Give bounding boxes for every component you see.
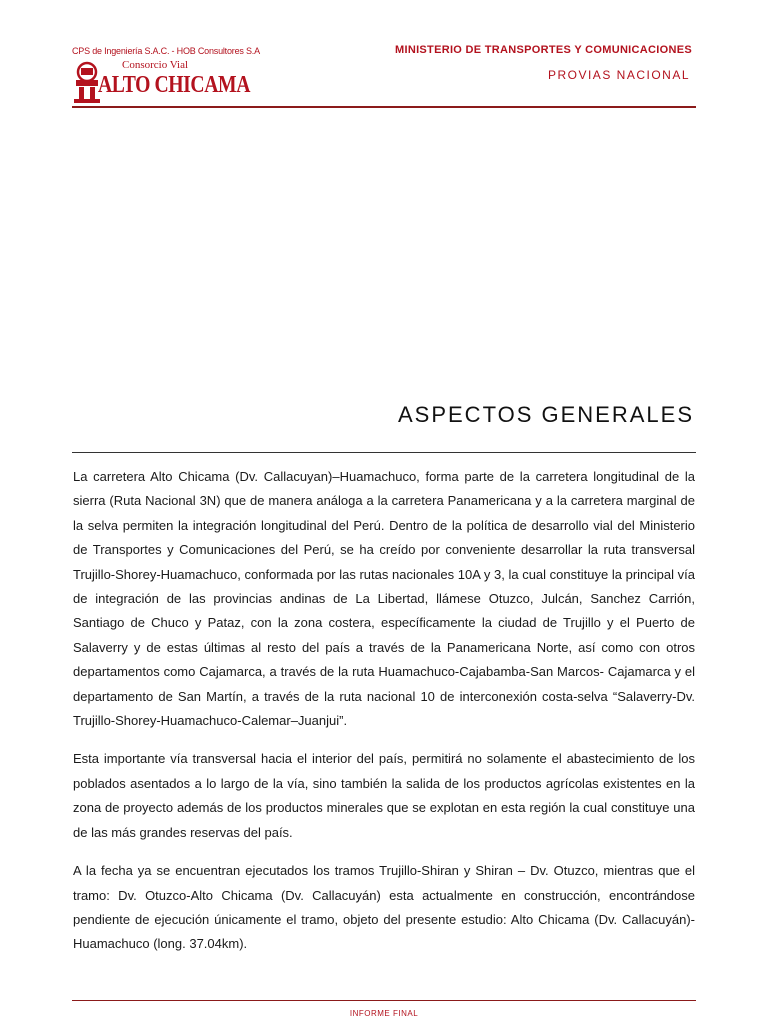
provias-heading: PROVIAS NACIONAL xyxy=(547,68,690,82)
paragraph: La carretera Alto Chicama (Dv. Callacuyan)–Huamachuco, forma parte de la carretera longitudinal de la sierra (Ruta Nacional 3N) que de manera análoga a la carretera Panamericana y a la carretera marginal de la selva permiten la integración longitudinal del Perú. Dentro de la política de desarrollo vial del Ministerio de Transportes y Comunicaciones del Perú, se ha creído por conveniente desarrollar la ruta transversal Trujillo-Shorey-Huamachuco, conformada por las rutas nacionales 10A y 3, la cual constituye la principal vía de integración de las provincias andinas de La Libertad, llámese Otuzco, Julcán, Sanchez Carrión, Santiago de Chuco y Pataz, con la zona costera, específicamente la ciudad de Trujillo y el Puerto de Salaverry y de estas últimas al resto del país a través de la Panamericana Norte, así como con otros departamentos como Cajamarca, a través de la ruta Huamachuco-Cajabamba-San Marcos- Cajamarca y el departamento de San Martín, a través de la ruta nacional 10 de interconexión costa-selva “Salaverry-Dv. Trujillo-Shorey-Huamachuco-Calemar–Juanjui”. xyxy=(73,469,695,729)
consortium-logo xyxy=(72,46,260,106)
ministry-heading: MINISTERIO DE TRANSPORTES Y COMUNICACIONES xyxy=(395,44,692,56)
body-text xyxy=(73,465,695,971)
title-divider xyxy=(72,452,696,453)
section-title: ASPECTOS GENERALES xyxy=(397,402,694,427)
logo-subtitle: Consorcio Vial xyxy=(122,59,189,71)
paragraph: A la fecha ya se encuentran ejecutados los tramos Trujillo-Shiran y Shiran – Dv. Otuzco, mientras que el tramo: Dv. Otuzco-Alto Chicama (Dv. Callacuyán) esta actualmente en construcción, encontrándose pendiente de ejecución únicamente el tramo, objeto del presente estudio: Alto Chicama (Dv. Callacuyán)-Huamachuco (long. 37.04km). xyxy=(73,863,695,952)
logo-name: ALTO CHICAMA xyxy=(98,72,251,98)
paragraph: Esta importante vía transversal hacia el interior del país, permitirá no solamente el abastecimiento de los poblados asentados a lo largo de la vía, sino también la salida de los productos agrícolas existentes en la zona de proyecto además de los productos minerales que se explotan en esta región la cual constituye una de las más grandes reservas del país. xyxy=(73,751,695,840)
logo-companies-text: CPS de Ingeniería S.A.C. - HOB Consultores S.A xyxy=(72,46,260,56)
footer-label: INFORME FINAL xyxy=(349,1009,419,1018)
header-divider xyxy=(72,106,696,108)
footer-divider xyxy=(72,1000,696,1001)
